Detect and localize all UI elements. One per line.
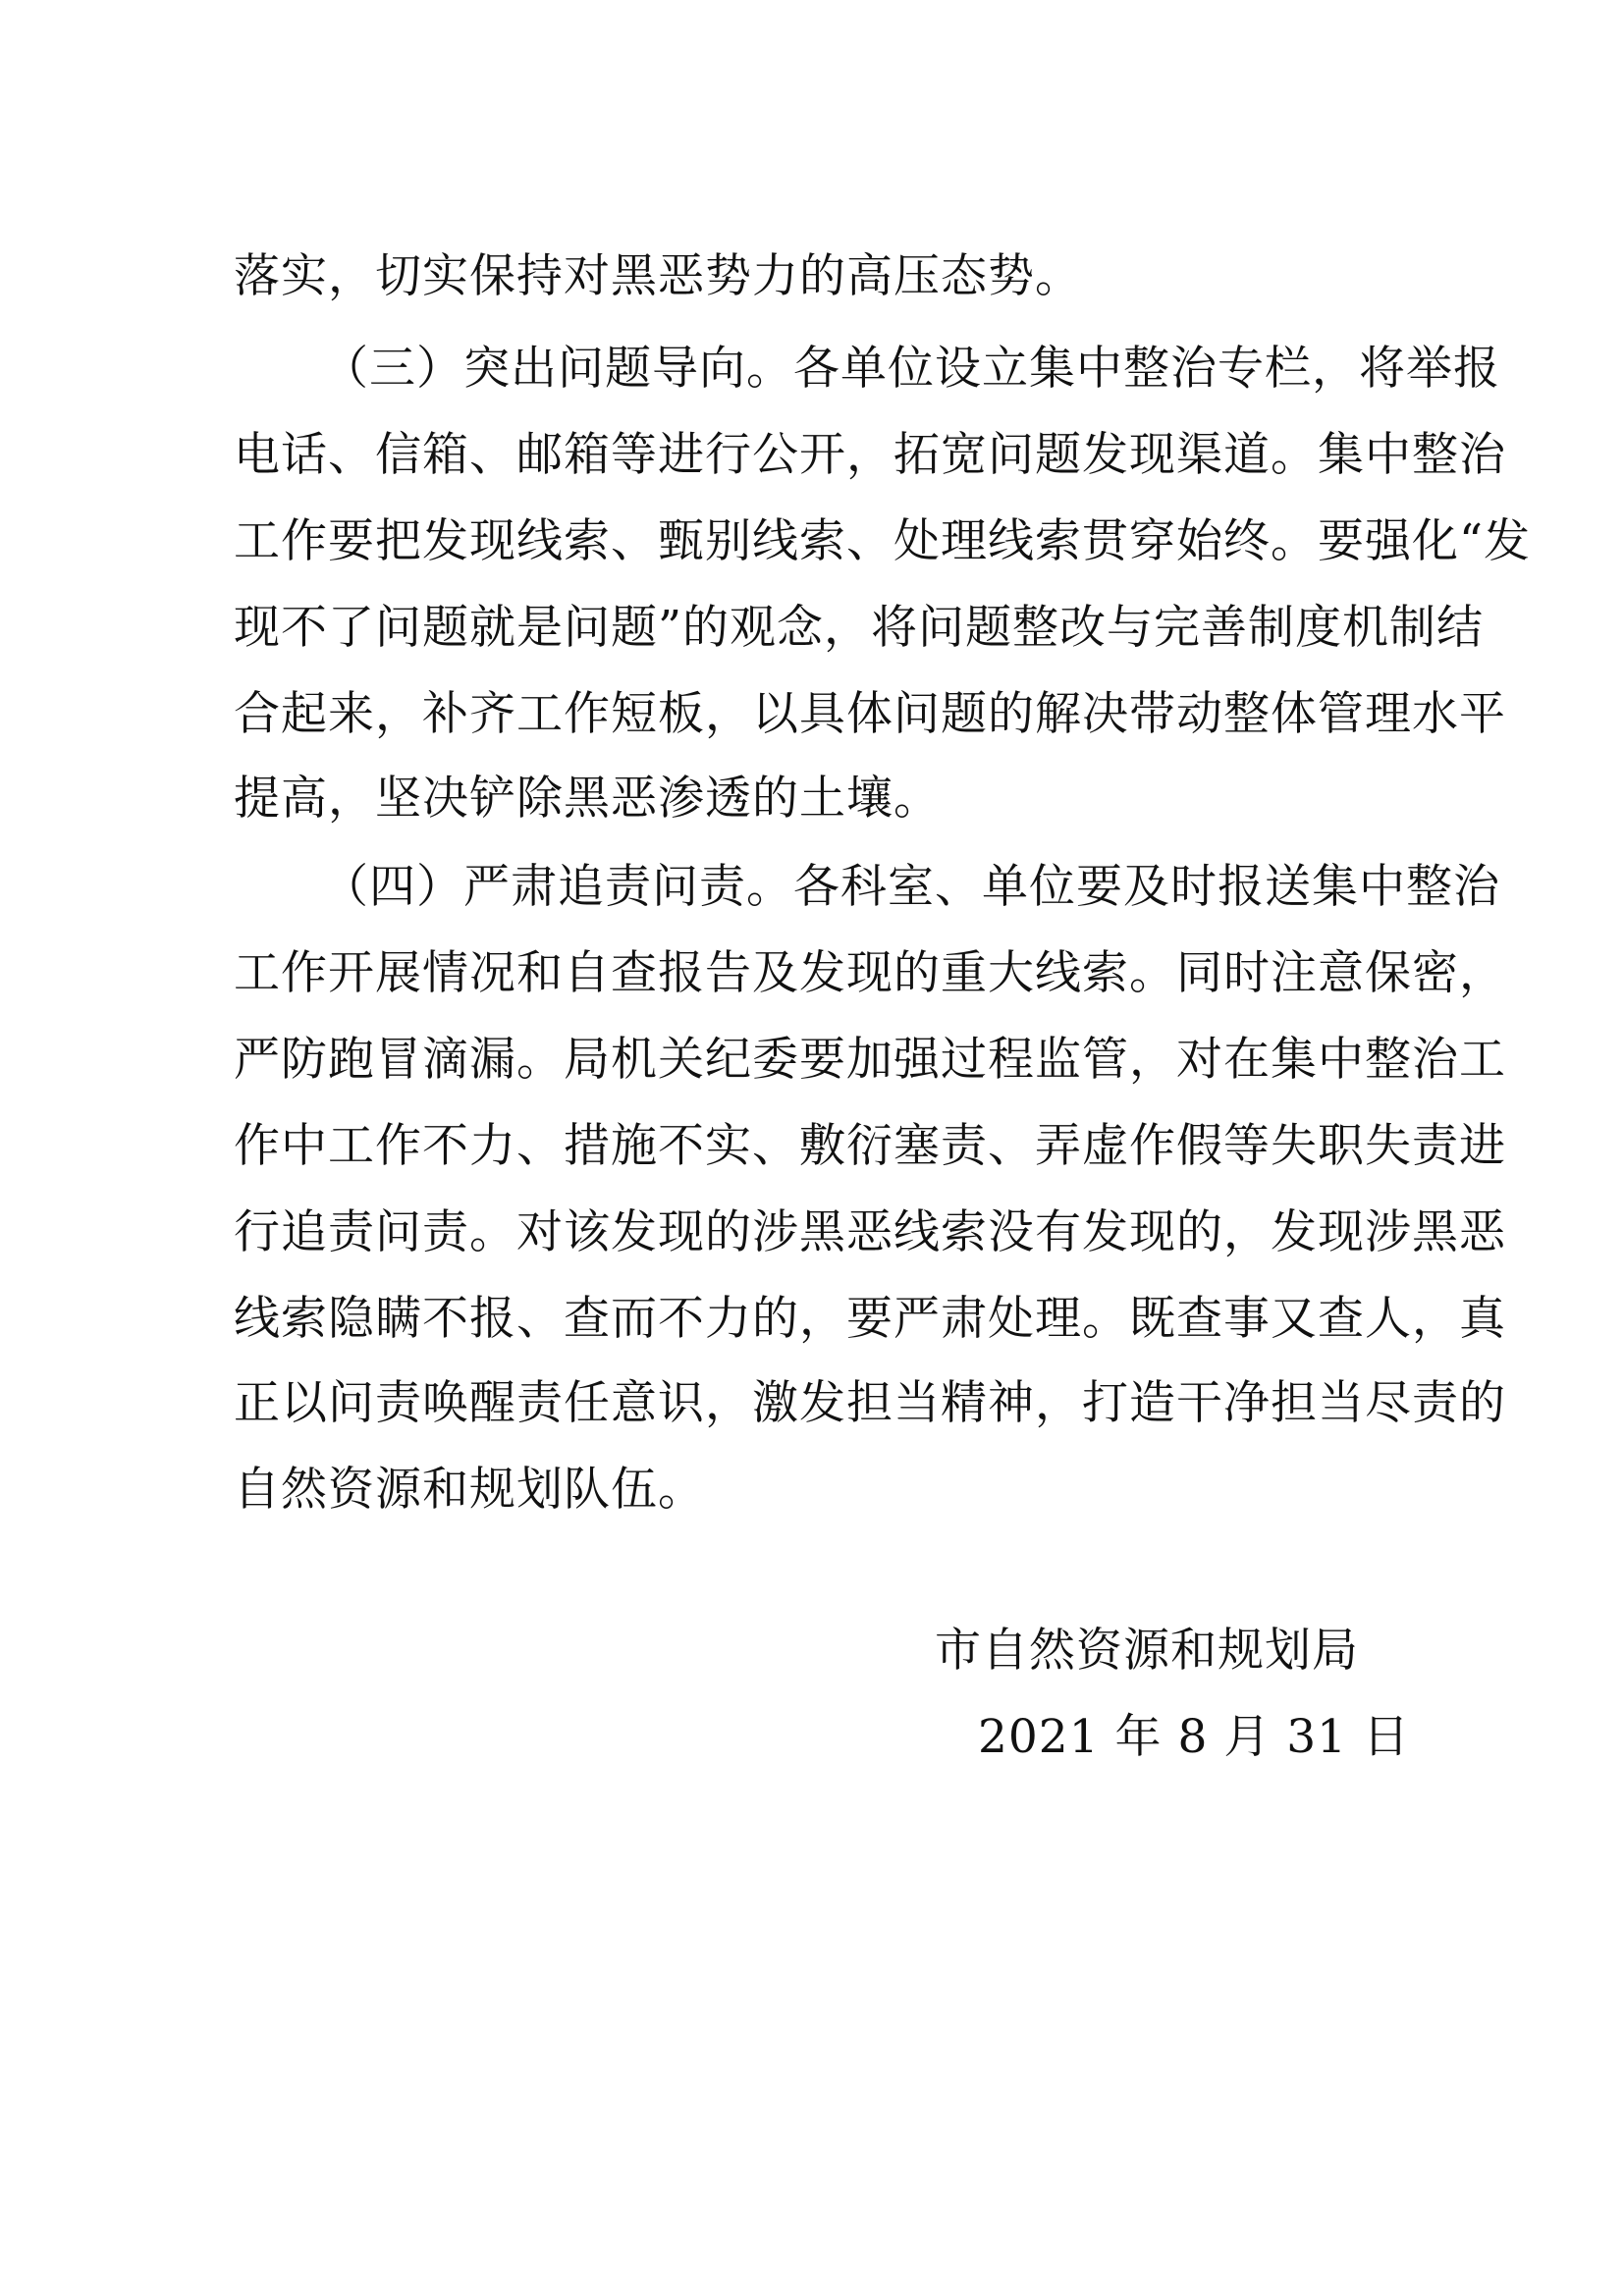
body-line: 线索隐瞒不报、查而不力的，要严肃处理。既查事又查人，真 [234,1292,1506,1346]
body-line: 电话、信箱、邮箱等进行公开，拓宽问题发现渠道。集中整治 [234,428,1506,482]
body-line: 落实，切实保持对黑恶势力的高压态势。 [234,249,1082,303]
section-heading-three: （三）突出问题导向。各单位设立集中整治专栏，将举报 [322,342,1500,396]
body-line: 自然资源和规划队伍。 [234,1463,705,1517]
body-line: 行追责问责。对该发现的涉黑恶线索没有发现的，发现涉黑恶 [234,1205,1506,1259]
body-line: 合起来，补齐工作短板，以具体问题的解决带动整体管理水平 [234,687,1506,741]
body-line: 正以问责唤醒责任意识，激发担当精神，打造干净担当尽责的 [234,1376,1506,1430]
body-line: 工作要把发现线索、甄别线索、处理线索贯穿始终。要强化“发 [234,514,1532,568]
body-line: 工作开展情况和自查报告及发现的重大线索。同时注意保密， [234,946,1506,1000]
signature-org: 市自然资源和规划局 [935,1624,1359,1678]
body-line: 作中工作不力、措施不实、敷衍塞责、弄虚作假等失职失责进 [234,1119,1506,1173]
body-line: 提高，坚决铲除黑恶渗透的土壤。 [234,772,941,826]
body-line: 严防跑冒滴漏。局机关纪委要加强过程监管，对在集中整治工 [234,1033,1506,1087]
body-line: 现不了问题就是问题”的观念，将问题整改与完善制度机制结 [234,601,1485,655]
section-heading-four: （四）严肃追责问责。各科室、单位要及时报送集中整治 [322,860,1500,914]
signature-date: 2021 年 8 月 31 日 [978,1710,1411,1764]
